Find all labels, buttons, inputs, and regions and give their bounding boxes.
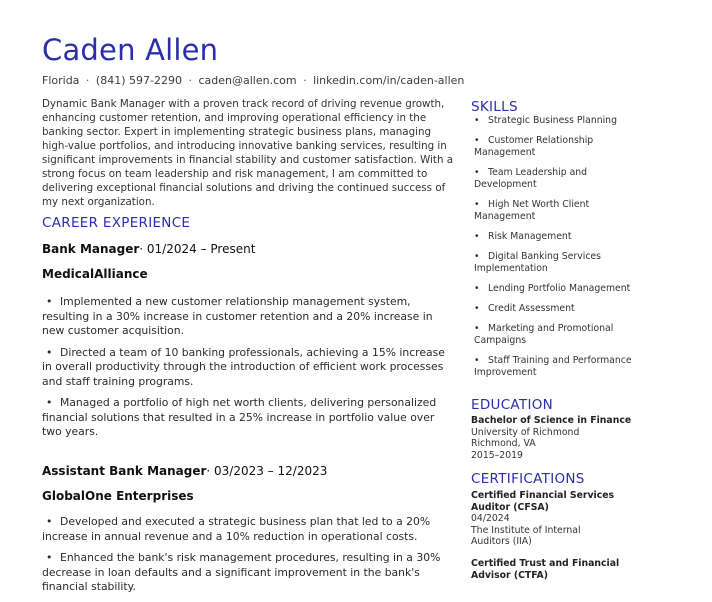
bullet-text: Managed a portfolio of high net worth clients, delivering personalized financial solutions that resulted in a 25% increase in portfolio value over two years. bbox=[42, 396, 437, 438]
phone: (841) 597-2290 bbox=[95, 74, 182, 87]
skill-item bbox=[474, 283, 649, 295]
bullet-item bbox=[42, 295, 452, 339]
school-location: Richmond, VA bbox=[471, 438, 536, 449]
bullet-icon: • bbox=[46, 295, 53, 308]
separator: · bbox=[303, 74, 307, 87]
bullet-text: Developed and executed a strategic business plan that led to a 20% increase in annual revenue and a 10% reduction in operational costs. bbox=[42, 515, 431, 543]
skill-item bbox=[474, 231, 649, 243]
experience-heading: CAREER EXPERIENCE bbox=[42, 215, 191, 231]
certification-name: Certified Trust and Financial Advisor (CTFA) bbox=[471, 558, 620, 581]
bullet-icon: • bbox=[46, 551, 53, 564]
skills-heading: SKILLS bbox=[471, 99, 518, 115]
education-dates: 2015–2019 bbox=[471, 449, 523, 461]
bullet-icon: • bbox=[474, 323, 480, 334]
bullet-icon: • bbox=[474, 355, 480, 366]
skill-text: Strategic Business Planning bbox=[488, 115, 617, 126]
education-entry bbox=[471, 415, 651, 461]
skills-list bbox=[474, 115, 649, 387]
skill-text: Team Leadership and Development bbox=[474, 167, 588, 190]
skill-item bbox=[474, 251, 649, 275]
bullet-icon: • bbox=[474, 199, 480, 210]
skill-text: High Net Worth Client Management bbox=[474, 199, 590, 222]
school: University of Richmond bbox=[471, 426, 580, 438]
skill-item bbox=[474, 303, 649, 315]
bullet-icon: • bbox=[46, 396, 53, 409]
skill-item bbox=[474, 135, 649, 159]
job-title bbox=[42, 242, 255, 256]
skill-text: Lending Portfolio Management bbox=[488, 283, 631, 294]
skill-item bbox=[474, 323, 649, 347]
skill-text: Credit Assessment bbox=[488, 303, 575, 314]
certification-name: Certified Financial Services Auditor (CFSA) bbox=[471, 490, 615, 513]
bullet-icon: • bbox=[474, 135, 480, 146]
bullet-icon: • bbox=[474, 231, 480, 242]
certification-date: 04/2024 bbox=[471, 513, 510, 524]
summary-paragraph: Dynamic Bank Manager with a proven track record of driving revenue growth, enhancing customer retention, and improving operational efficiency in the banking sector. Expert in implementing strategic business plans, managing high-value portfolios, and introducing innovative banking services, resulting in significant improvements in financial stability and customer satisfaction. With a strong focus on team leadership and risk management, I am committed to delivering exceptional financial solutions and driving the continued success of my next organization. bbox=[42, 98, 454, 208]
certification-issuer: The Institute of Internal Auditors (IIA) bbox=[471, 524, 581, 547]
skill-text: Marketing and Promotional Campaigns bbox=[474, 323, 614, 346]
certification-entry bbox=[471, 558, 621, 581]
contact-line bbox=[42, 74, 464, 87]
job-role: Assistant Bank Manager bbox=[42, 464, 207, 478]
bullet-text: Enhanced the bank's risk management procedures, resulting in a 30% decrease in loan defaults and a significant improvement in the bank's financial stability. bbox=[42, 551, 441, 593]
skill-text: Customer Relationship Management bbox=[474, 135, 594, 158]
bullet-icon: • bbox=[474, 251, 480, 262]
separator: · bbox=[188, 74, 192, 87]
location: Florida bbox=[42, 74, 80, 87]
certification-entry bbox=[471, 490, 621, 548]
bullet-icon: • bbox=[46, 345, 53, 359]
job-title bbox=[42, 464, 327, 478]
skill-item bbox=[474, 167, 649, 191]
bullet-text: Implemented a new customer relationship management system, resulting in a 30% increase in customer retention and a 20% increase in new customer acquisition. bbox=[42, 295, 433, 337]
bullet-icon: • bbox=[474, 283, 480, 294]
bullet-icon: • bbox=[474, 303, 480, 314]
linkedin-link[interactable]: linkedin.com/in/caden-allen bbox=[313, 74, 465, 87]
candidate-name: Caden Allen bbox=[42, 33, 219, 67]
skill-item bbox=[474, 199, 649, 223]
bullet-item bbox=[42, 551, 452, 595]
company-name: GlobalOne Enterprises bbox=[42, 489, 194, 503]
education-heading: EDUCATION bbox=[471, 397, 554, 413]
job-bullets bbox=[42, 515, 452, 602]
company-name: MedicalAlliance bbox=[42, 267, 148, 281]
bullet-item bbox=[42, 346, 452, 390]
certifications-heading: CERTIFICATIONS bbox=[471, 471, 585, 487]
bullet-text: Directed a team of 10 banking professionals, achieving a 15% increase in overall productivity through the introduction of efficient work processes and staff training programs. bbox=[42, 345, 445, 388]
bullet-icon: • bbox=[474, 115, 480, 126]
job-dates: · 03/2023 – 12/2023 bbox=[206, 464, 328, 478]
job-bullets bbox=[42, 295, 452, 447]
email-link[interactable]: caden@allen.com bbox=[198, 74, 297, 87]
bullet-item bbox=[42, 396, 452, 440]
separator: · bbox=[85, 74, 90, 87]
skill-item bbox=[474, 355, 649, 379]
job-role: Bank Manager bbox=[42, 242, 140, 256]
bullet-item bbox=[42, 515, 452, 544]
skill-text: Risk Management bbox=[488, 231, 572, 242]
skill-text: Staff Training and Performance Improvement bbox=[474, 355, 632, 378]
job-dates: · 01/2024 – Present bbox=[139, 242, 256, 256]
bullet-icon: • bbox=[474, 167, 480, 178]
skill-item bbox=[474, 115, 649, 127]
degree: Bachelor of Science in Finance bbox=[471, 415, 632, 426]
bullet-icon: • bbox=[46, 515, 53, 528]
skill-text: Digital Banking Services Implementation bbox=[474, 251, 601, 274]
